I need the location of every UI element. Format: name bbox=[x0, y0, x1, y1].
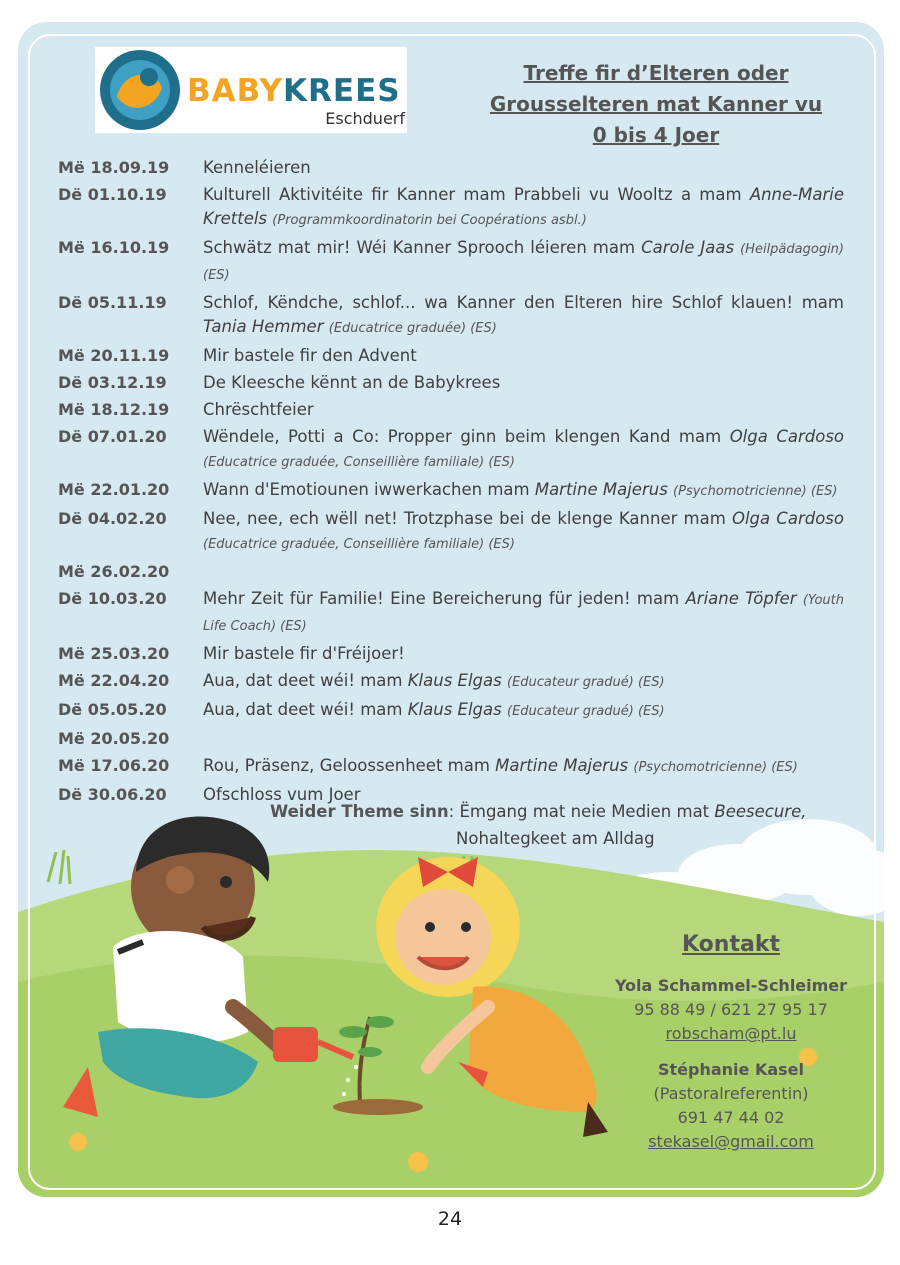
schedule-row bbox=[58, 344, 844, 368]
event-date: Më 25.03.20 bbox=[58, 644, 170, 663]
flyer-panel bbox=[18, 22, 884, 1197]
title-line: Treffe fir d’Elteren oder bbox=[523, 61, 789, 85]
event-title: Mehr Zeit für Familie! Eine Bereicherung für jeden! mam bbox=[203, 589, 680, 608]
event-speaker: Ariane Töpfer bbox=[685, 589, 797, 608]
contact-block bbox=[600, 930, 862, 1154]
event-speaker: Anne-Marie Krettels bbox=[203, 185, 844, 228]
event-date: Dë 07.01.20 bbox=[58, 427, 167, 446]
event-title: Schwätz mat mir! Wéi Kanner Sprooch léieren mam bbox=[203, 238, 636, 257]
event-description bbox=[203, 587, 844, 639]
event-description bbox=[203, 425, 844, 475]
schedule-row bbox=[58, 642, 844, 666]
event-title: Aua, dat deet wéi! mam bbox=[203, 700, 403, 719]
event-date: Më 18.09.19 bbox=[58, 158, 170, 177]
schedule-row bbox=[58, 698, 844, 724]
event-date: Më 20.05.20 bbox=[58, 729, 170, 748]
contact-email-link[interactable]: robscham@pt.lu bbox=[665, 1024, 797, 1043]
event-date: Më 18.12.19 bbox=[58, 400, 170, 419]
event-date: Më 22.04.20 bbox=[58, 671, 170, 690]
event-description bbox=[203, 698, 844, 724]
contact-name: Yola Schammel-Schleimer bbox=[614, 976, 848, 995]
event-title: Kulturell Aktivitéite fir Kanner mam Prabbeli vu Wooltz a mam bbox=[203, 185, 742, 204]
contact-role: (Pastoralreferentin) bbox=[653, 1084, 809, 1103]
event-date: Dë 05.11.19 bbox=[58, 293, 167, 312]
event-date: Dë 03.12.19 bbox=[58, 373, 167, 392]
further-topics-label: Weider Theme sinn bbox=[270, 802, 449, 821]
schedule-row bbox=[58, 371, 844, 395]
further-topics: Weider Theme sinn: Ëmgang mat neie Medien mat Beesecure, Nohaltegkeet am Alldag bbox=[270, 798, 830, 852]
logo-wordmark: BABYKREES bbox=[187, 73, 401, 109]
event-description bbox=[203, 183, 844, 233]
event-speaker-role: (Heilpädagogin) (ES) bbox=[203, 242, 844, 283]
event-description bbox=[203, 507, 844, 557]
event-title: Wann d'Emotiounen iwwerkachen mam bbox=[203, 480, 530, 499]
contact-email-link[interactable]: stekasel@gmail.com bbox=[648, 1132, 814, 1151]
page-title bbox=[478, 58, 834, 151]
event-description bbox=[203, 236, 844, 288]
event-date: Më 16.10.19 bbox=[58, 238, 170, 257]
schedule-row bbox=[58, 398, 844, 422]
event-title: Rou, Präsenz, Geloossenheet mam bbox=[203, 756, 490, 775]
event-speaker-role: (Youth Life Coach) (ES) bbox=[203, 593, 844, 634]
schedule-row bbox=[58, 478, 844, 504]
event-title: Ofschloss vum Joer bbox=[203, 785, 361, 804]
event-date: Më 22.01.20 bbox=[58, 480, 170, 499]
event-title: De Kleesche kënnt an de Babykrees bbox=[203, 373, 501, 392]
event-title: Mir bastele fir d'Fréijoer! bbox=[203, 644, 405, 663]
event-speaker-role: (Educatrice graduée, Conseillière familiale) (ES) bbox=[203, 537, 515, 552]
event-date: Dë 04.02.20 bbox=[58, 509, 167, 528]
contact-name: Stéphanie Kasel bbox=[657, 1060, 804, 1079]
event-date: Më 20.11.19 bbox=[58, 346, 170, 365]
event-date: Dë 30.06.20 bbox=[58, 785, 167, 804]
page-number: 24 bbox=[437, 1208, 463, 1230]
schedule-row bbox=[58, 507, 844, 557]
schedule-row bbox=[58, 425, 844, 475]
event-title: Mir bastele fir den Advent bbox=[203, 346, 417, 365]
event-description bbox=[203, 669, 844, 695]
event-date: Dë 05.05.20 bbox=[58, 700, 167, 719]
event-description bbox=[203, 478, 844, 504]
event-description bbox=[203, 371, 844, 395]
event-date: Dë 10.03.20 bbox=[58, 589, 167, 608]
title-line: Grousselteren mat Kanner vu bbox=[489, 92, 823, 116]
schedule-row bbox=[58, 587, 844, 639]
schedule-row bbox=[58, 183, 844, 233]
event-title: Chrëschtfeier bbox=[203, 400, 314, 419]
schedule-row bbox=[58, 669, 844, 695]
event-description bbox=[203, 291, 844, 341]
schedule-row bbox=[58, 156, 844, 180]
event-description bbox=[203, 344, 844, 368]
event-speaker-role: (Educateur gradué) (ES) bbox=[507, 704, 665, 719]
schedule-row bbox=[58, 291, 844, 341]
event-date: Dë 01.10.19 bbox=[58, 185, 167, 204]
babykrees-logo bbox=[95, 47, 407, 133]
contact-phone: 691 47 44 02 bbox=[677, 1108, 785, 1127]
event-title: Schlof, Këndche, schlof... wa Kanner den Elteren hire Schlof klauen! mam bbox=[203, 293, 844, 312]
event-speaker: Martine Majerus bbox=[495, 756, 629, 775]
schedule-row bbox=[58, 560, 844, 584]
contact-title: Kontakt bbox=[682, 932, 780, 957]
event-speaker: Olga Cardoso bbox=[729, 427, 845, 446]
event-description bbox=[203, 560, 844, 584]
event-speaker-role: (Programmkoordinatorin bei Coopérations asbl.) bbox=[272, 213, 587, 228]
event-description bbox=[203, 727, 844, 751]
title-line: 0 bis 4 Joer bbox=[592, 123, 720, 147]
event-speaker-role: (Psychomotricienne) (ES) bbox=[673, 484, 838, 499]
event-speaker-role: (Educatrice graduée) (ES) bbox=[328, 321, 497, 336]
event-title: Aua, dat deet wéi! mam bbox=[203, 671, 403, 690]
event-title: Nee, nee, ech wëll net! Trotzphase bei de klenge Kanner mam bbox=[203, 509, 726, 528]
event-schedule bbox=[58, 156, 844, 810]
event-description bbox=[203, 398, 844, 422]
event-speaker-role: (Educateur gradué) (ES) bbox=[507, 675, 665, 690]
event-title: Kenneléieren bbox=[203, 158, 311, 177]
event-title: Wëndele, Potti a Co: Propper ginn beim klengen Kand mam bbox=[203, 427, 722, 446]
schedule-row bbox=[58, 754, 844, 780]
event-speaker: Tania Hemmer bbox=[203, 317, 324, 336]
event-date: Më 26.02.20 bbox=[58, 562, 170, 581]
further-topic: Ëmgang mat neie Medien mat bbox=[459, 802, 710, 821]
event-speaker: Carole Jaas bbox=[641, 238, 735, 257]
contact-phone: 95 88 49 / 621 27 95 17 bbox=[634, 1000, 828, 1019]
event-speaker: Klaus Elgas bbox=[407, 700, 502, 719]
further-topic: Nohaltegkeet am Alldag bbox=[456, 829, 655, 848]
logo-mark-icon bbox=[97, 47, 183, 133]
event-speaker-role: (Educatrice graduée, Conseillière familiale) (ES) bbox=[203, 455, 515, 470]
event-description bbox=[203, 156, 844, 180]
event-description bbox=[203, 754, 844, 780]
event-speaker-role: (Psychomotricienne) (ES) bbox=[633, 760, 798, 775]
event-date: Më 17.06.20 bbox=[58, 756, 170, 775]
event-description bbox=[203, 642, 844, 666]
event-speaker: Klaus Elgas bbox=[407, 671, 502, 690]
schedule-row bbox=[58, 236, 844, 288]
logo-subtitle: Eschduerf bbox=[325, 109, 405, 128]
event-speaker: Olga Cardoso bbox=[731, 509, 844, 528]
further-topic-partner: Beesecure, bbox=[714, 802, 807, 821]
schedule-row bbox=[58, 727, 844, 751]
event-speaker: Martine Majerus bbox=[534, 480, 668, 499]
